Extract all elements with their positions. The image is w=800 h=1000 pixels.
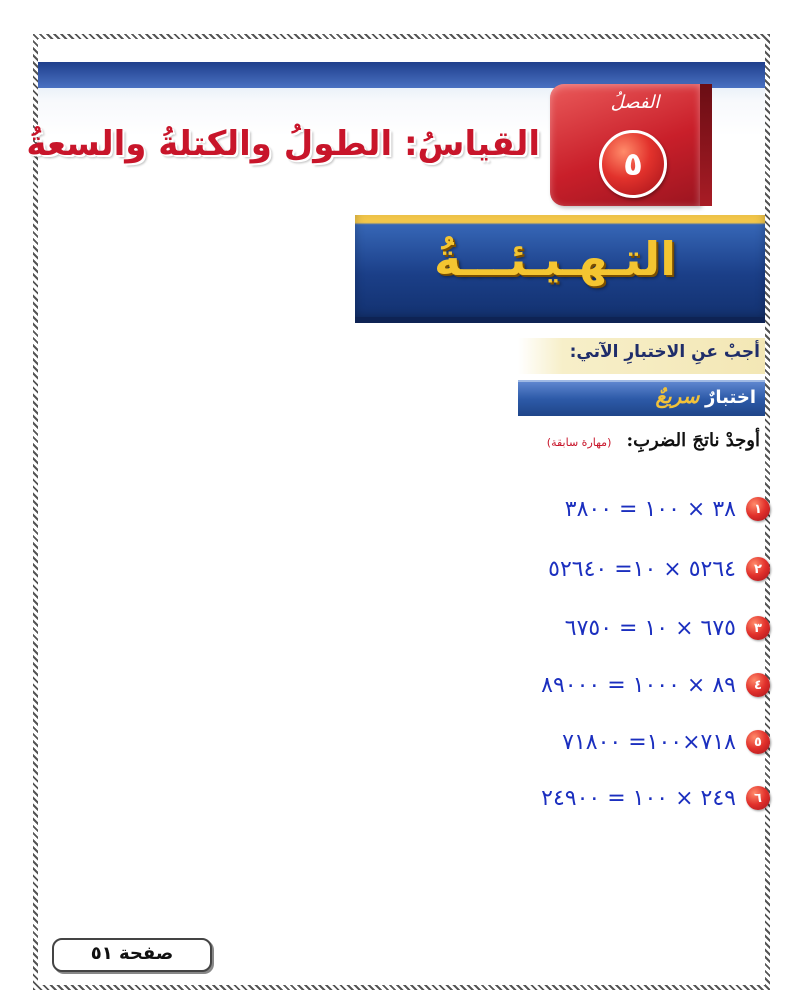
quiz-word-1: اختبارٌ [705,387,756,408]
question-item [360,611,770,645]
get-ready-title: التـهـيـئـــةُ [434,232,676,286]
quiz-word-2: سريعٌ [655,384,700,408]
question-item [360,668,770,702]
question-item [360,725,770,759]
question-number-badge: ٢ [746,557,770,581]
prompt-text: أوجدْ ناتجَ الضربِ: [626,430,760,451]
question-item [360,492,770,526]
question-number-badge: ٤ [746,673,770,697]
question-expression: ٦٧٥ × ١٠ = ٦٧٥٠ [564,615,736,641]
question-number-badge: ١ [746,497,770,521]
chapter-badge-edge [700,84,712,206]
chapter-label: الفصلُ [610,92,660,113]
question-item [360,781,770,815]
quick-quiz-label [518,384,756,408]
page-number: صفحة ٥١ [90,943,174,964]
banner-bottom-stripe [355,317,765,323]
instruction-text: أجبْ عنِ الاختبارِ الآتي: [569,342,760,362]
question-number-badge: ٥ [746,730,770,754]
exercise-prompt [300,430,760,451]
prior-skill-tag: (مهارة سابقة) [546,436,612,449]
question-expression: ٥٢٦٤ × ١٠= ٥٢٦٤٠ [548,556,736,582]
question-expression: ٧١٨×١٠٠= ٧١٨٠٠ [562,729,736,755]
chapter-number: ٥ [599,130,667,198]
question-number-badge: ٣ [746,616,770,640]
question-expression: ٢٤٩ × ١٠٠ = ٢٤٩٠٠ [541,785,736,811]
question-item [360,552,770,586]
question-expression: ٨٩ × ١٠٠٠ = ٨٩٠٠٠ [541,672,736,698]
question-expression: ٣٨ × ١٠٠ = ٣٨٠٠ [564,496,736,522]
question-number-badge: ٦ [746,786,770,810]
chapter-title: القياسُ: الطولُ والكتلةُ والسعةُ [26,124,540,164]
